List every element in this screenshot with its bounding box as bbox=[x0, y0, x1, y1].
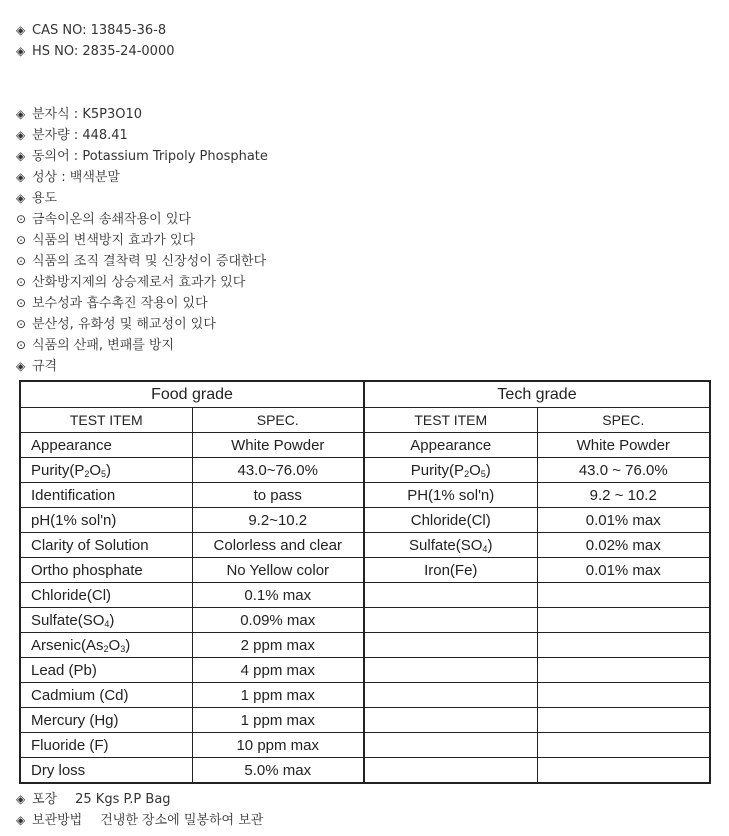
food-spec-value: 2 ppm max bbox=[192, 633, 364, 658]
tech-test-item bbox=[364, 583, 537, 608]
tech-spec-value bbox=[537, 608, 710, 633]
food-test-item: Identification bbox=[20, 483, 192, 508]
circled-dot-bullet-icon: ⊙ bbox=[16, 212, 27, 226]
table-row bbox=[20, 533, 710, 558]
cas-line bbox=[16, 20, 166, 41]
food-test-item: $Arsenic(As_2O_3)$ bbox=[20, 633, 192, 658]
tech-spec-value: 0.01% max bbox=[537, 558, 710, 583]
diamond-bullet-icon: ◈ bbox=[16, 128, 26, 142]
tech-test-item bbox=[364, 683, 537, 708]
spec-heading: ◈ 규격 bbox=[16, 356, 57, 377]
use-item: ⊙ 분산성, 유화성 및 해교성이 있다 bbox=[16, 314, 216, 335]
food-test-item: $Purity(P_2O_5)$ bbox=[20, 458, 192, 483]
tech-test-item bbox=[364, 733, 537, 758]
tech-test-item bbox=[364, 658, 537, 683]
tech-spec-value: White Powder bbox=[537, 433, 710, 458]
food-test-item-header: TEST ITEM bbox=[20, 408, 192, 433]
table-row bbox=[20, 733, 710, 758]
tech-grade-header: Tech grade bbox=[364, 381, 710, 408]
use-item: ⊙ 금속이온의 송쇄작용이 있다 bbox=[16, 209, 191, 230]
table-row bbox=[20, 483, 710, 508]
table-row bbox=[20, 583, 710, 608]
tech-test-item bbox=[364, 633, 537, 658]
diamond-bullet-icon: ◈ bbox=[16, 170, 26, 184]
tech-spec-value bbox=[537, 658, 710, 683]
food-test-item: Appearance bbox=[20, 433, 192, 458]
circled-dot-bullet-icon: ⊙ bbox=[16, 275, 27, 289]
table-row bbox=[20, 433, 710, 458]
tech-spec-header: SPEC. bbox=[537, 408, 710, 433]
food-spec-value: 1 ppm max bbox=[192, 708, 364, 733]
tech-spec-value: 9.2 ~ 10.2 bbox=[537, 483, 710, 508]
tech-spec-value bbox=[537, 758, 710, 784]
hs-number: HS NO: 2835-24-0000 bbox=[32, 44, 175, 59]
table-row bbox=[20, 508, 710, 533]
use-item: ⊙ 산화방지제의 상승제로서 효과가 있다 bbox=[16, 272, 245, 293]
info-appearance: ◈ 성상 : 백색분말 bbox=[16, 167, 120, 188]
column-header-row bbox=[20, 408, 710, 433]
tech-spec-value bbox=[537, 708, 710, 733]
diamond-bullet-icon: ◈ bbox=[16, 792, 26, 806]
hs-line bbox=[16, 41, 175, 62]
info-weight: ◈ 분자량 : 448.41 bbox=[16, 125, 128, 146]
tech-test-item-header: TEST ITEM bbox=[364, 408, 537, 433]
food-spec-value: No Yellow color bbox=[192, 558, 364, 583]
use-item: ⊙ 식품의 산패, 변패를 방지 bbox=[16, 335, 174, 356]
table-row bbox=[20, 658, 710, 683]
tech-test-item bbox=[364, 758, 537, 784]
tech-test-item: Appearance bbox=[364, 433, 537, 458]
tech-test-item: PH(1% sol'n) bbox=[364, 483, 537, 508]
circled-dot-bullet-icon: ⊙ bbox=[16, 254, 27, 268]
packaging-line: ◈ 포장 25 Kgs P.P Bag bbox=[16, 789, 171, 810]
info-formula: ◈ 분자식 : K5P3O10 bbox=[16, 104, 142, 125]
tech-test-item: $Sulfate(SO_4)$ bbox=[364, 533, 537, 558]
circled-dot-bullet-icon: ⊙ bbox=[16, 338, 27, 352]
food-spec-value: 5.0% max bbox=[192, 758, 364, 784]
tech-spec-value: 43.0 ~ 76.0% bbox=[537, 458, 710, 483]
info-synonym: ◈ 동의어 : Potassium Tripoly Phosphate bbox=[16, 146, 268, 167]
tech-spec-value bbox=[537, 733, 710, 758]
food-test-item: Mercury (Hg) bbox=[20, 708, 192, 733]
tech-test-item bbox=[364, 708, 537, 733]
food-test-item: Cadmium (Cd) bbox=[20, 683, 192, 708]
food-spec-value: White Powder bbox=[192, 433, 364, 458]
diamond-bullet-icon: ◈ bbox=[16, 359, 26, 373]
info-uses-heading: ◈ 용도 bbox=[16, 188, 57, 209]
food-spec-value: Colorless and clear bbox=[192, 533, 364, 558]
food-spec-value: 9.2~10.2 bbox=[192, 508, 364, 533]
food-spec-header: SPEC. bbox=[192, 408, 364, 433]
food-spec-value: 0.1% max bbox=[192, 583, 364, 608]
tech-spec-value bbox=[537, 683, 710, 708]
grade-header-row bbox=[20, 381, 710, 408]
food-test-item: Dry loss bbox=[20, 758, 192, 784]
table-row bbox=[20, 558, 710, 583]
food-test-item: pH(1% sol'n) bbox=[20, 508, 192, 533]
tech-test-item: Iron(Fe) bbox=[364, 558, 537, 583]
diamond-bullet-icon: ◈ bbox=[16, 23, 26, 37]
diamond-bullet-icon: ◈ bbox=[16, 191, 26, 205]
circled-dot-bullet-icon: ⊙ bbox=[16, 317, 27, 331]
circled-dot-bullet-icon: ⊙ bbox=[16, 296, 27, 310]
food-test-item: $Sulfate(SO_4)$ bbox=[20, 608, 192, 633]
diamond-bullet-icon: ◈ bbox=[16, 813, 26, 827]
use-item: ⊙ 식품의 조직 결착력 및 신장성이 증대한다 bbox=[16, 251, 266, 272]
food-test-item: Clarity of Solution bbox=[20, 533, 192, 558]
table-row bbox=[20, 708, 710, 733]
food-spec-value: 1 ppm max bbox=[192, 683, 364, 708]
food-test-item: Chloride(Cl) bbox=[20, 583, 192, 608]
table-row bbox=[20, 608, 710, 633]
circled-dot-bullet-icon: ⊙ bbox=[16, 233, 27, 247]
food-spec-value: 0.09% max bbox=[192, 608, 364, 633]
storage-line: ◈ 보관방법 건냉한 장소에 밀봉하여 보관 bbox=[16, 810, 263, 831]
food-test-item: Lead (Pb) bbox=[20, 658, 192, 683]
diamond-bullet-icon: ◈ bbox=[16, 107, 26, 121]
tech-spec-value: 0.02% max bbox=[537, 533, 710, 558]
food-spec-value: 43.0~76.0% bbox=[192, 458, 364, 483]
table-row bbox=[20, 758, 710, 784]
food-spec-value: to pass bbox=[192, 483, 364, 508]
tech-spec-value bbox=[537, 633, 710, 658]
use-item: ⊙ 보수성과 흡수촉진 작용이 있다 bbox=[16, 293, 208, 314]
cas-number: CAS NO: 13845-36-8 bbox=[32, 23, 167, 38]
tech-test-item bbox=[364, 608, 537, 633]
food-test-item: Fluoride (F) bbox=[20, 733, 192, 758]
food-spec-value: 4 ppm max bbox=[192, 658, 364, 683]
tech-spec-value: 0.01% max bbox=[537, 508, 710, 533]
tech-test-item: $Purity(P_2O_5)$ bbox=[364, 458, 537, 483]
food-test-item: Ortho phosphate bbox=[20, 558, 192, 583]
table-row bbox=[20, 683, 710, 708]
diamond-bullet-icon: ◈ bbox=[16, 149, 26, 163]
tech-spec-value bbox=[537, 583, 710, 608]
food-spec-value: 10 ppm max bbox=[192, 733, 364, 758]
table-row bbox=[20, 633, 710, 658]
tech-test-item: Chloride(Cl) bbox=[364, 508, 537, 533]
diamond-bullet-icon: ◈ bbox=[16, 44, 26, 58]
food-grade-header: Food grade bbox=[20, 381, 364, 408]
use-item: ⊙ 식품의 변색방지 효과가 있다 bbox=[16, 230, 195, 251]
table-row bbox=[20, 458, 710, 483]
spec-table bbox=[19, 380, 711, 784]
